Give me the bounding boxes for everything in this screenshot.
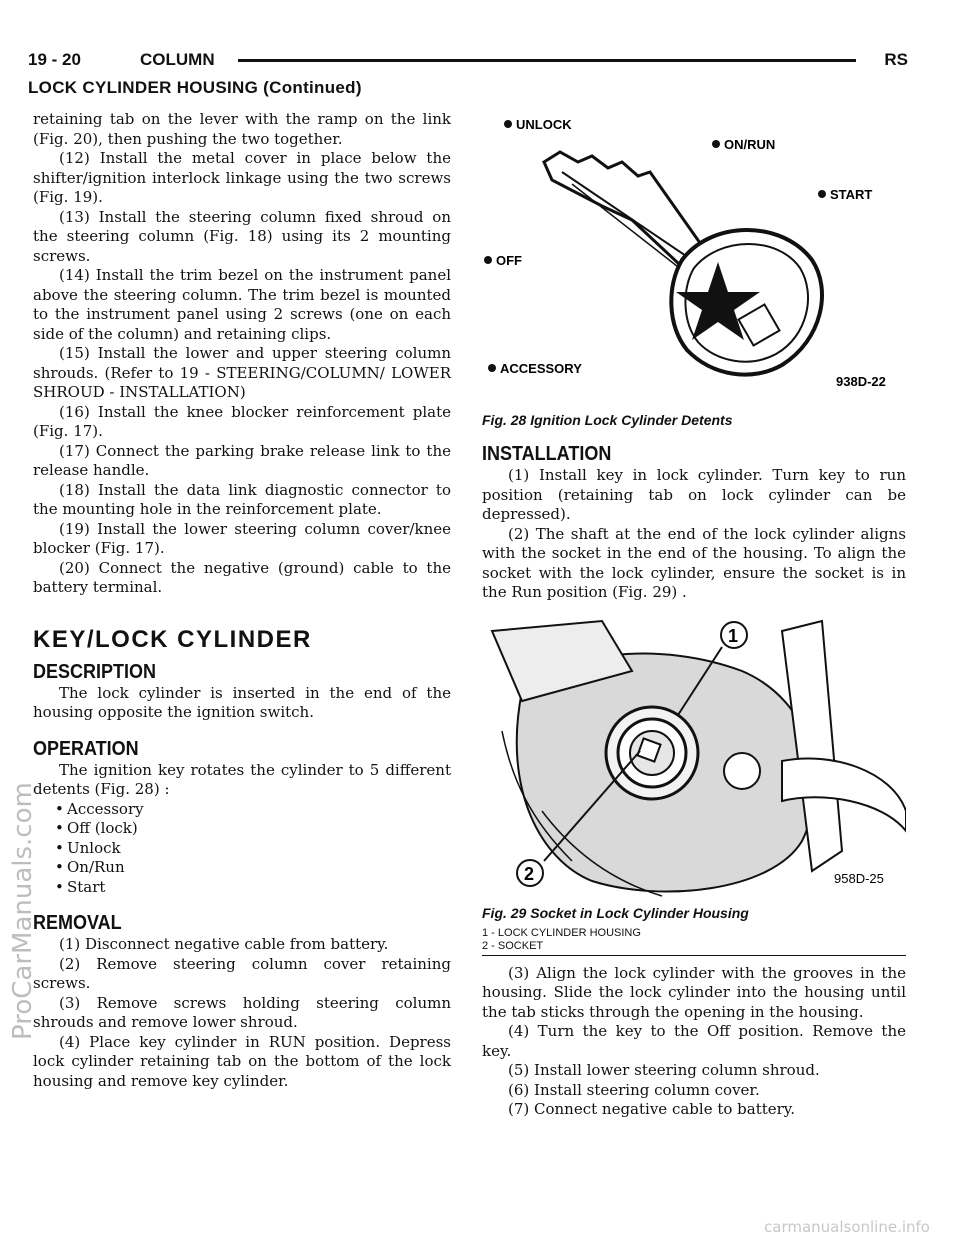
label-off: OFF <box>496 253 522 268</box>
list-item: • Accessory <box>55 799 144 818</box>
legend-rule <box>482 955 906 956</box>
page-header <box>28 50 908 72</box>
paragraph: (4) Turn the key to the Off position. Remove the key. <box>482 1022 906 1060</box>
continued-title: LOCK CYLINDER HOUSING (Continued) <box>28 78 362 97</box>
paragraph: (1) Install key in lock cylinder. Turn key to run position (retaining tab on lock cylinder can be depressed). <box>482 466 906 523</box>
right-column <box>482 110 906 1120</box>
paragraph: (19) Install the lower steering column cover/knee blocker (Fig. 17). <box>33 519 451 557</box>
paragraph: (2) The shaft at the end of the lock cylinder aligns with the socket in the end of the housing. To align the socket with the lock cylinder, ensure the socket is in the Run position (Fig. 29) . <box>482 524 906 601</box>
label-start: START <box>830 187 873 202</box>
list-item: • On/Run <box>55 858 125 876</box>
fig29-illustration <box>482 611 906 903</box>
paragraph: (4) Place key cylinder in RUN position. Depress lock cylinder retaining tab on the bottom of the lock housing and remove key cylinder. <box>33 1032 451 1090</box>
list-item: • Start <box>55 877 106 896</box>
paragraph: (3) Remove screws holding steering column shrouds and remove lower shroud. <box>33 993 451 1031</box>
callout-2: 2 <box>524 863 535 884</box>
list-item: • Off (lock) <box>55 819 138 837</box>
description-heading: DESCRIPTION <box>33 659 157 682</box>
paragraph: (6) Install steering column cover. <box>508 1080 760 1099</box>
paragraph: (3) Align the lock cylinder with the grooves in the housing. Slide the lock cylinder into the housing until the tab sticks through the opening in the housing. <box>482 963 906 1021</box>
paragraph: (16) Install the knee blocker reinforcement plate (Fig. 17). <box>33 402 451 440</box>
ignition-key-drawing <box>482 110 906 410</box>
model-code: RS <box>884 50 908 69</box>
operation-heading: OPERATION <box>33 736 139 759</box>
header-rule <box>238 59 856 62</box>
fig29-legend <box>482 927 906 953</box>
label-unlock: UNLOCK <box>516 117 572 132</box>
paragraph: (17) Connect the parking brake release link to the release handle. <box>33 441 451 479</box>
paragraph: (5) Install lower steering column shroud. <box>508 1061 820 1079</box>
paragraph: (1) Disconnect negative cable from battery. <box>59 935 389 953</box>
detent-list <box>33 800 451 898</box>
side-watermark: ProCarManuals.com <box>8 782 38 1040</box>
label-on-run: ON/RUN <box>724 137 776 152</box>
figure-code: 958D-25 <box>834 870 884 886</box>
paragraph: (15) Install the lower and upper steering column shrouds. (Refer to 19 - STEERING/COLUMN/ LOWER SHROUD - INSTALLATION) <box>33 344 451 401</box>
paragraph: retaining tab on the lever with the ramp on the link (Fig. 20), then pushing the two together. <box>33 110 451 148</box>
paragraph: (13) Install the steering column fixed shroud on the steering column (Fig. 18) using its 2 mounting screws. <box>33 207 451 265</box>
paragraph: (2) Remove steering column cover retaining screws. <box>33 954 451 992</box>
description-text: The lock cylinder is inserted in the end of the housing opposite the ignition switch. <box>33 683 451 721</box>
removal-heading: REMOVAL <box>33 911 122 934</box>
lock-housing-drawing <box>482 611 906 903</box>
list-item: • Unlock <box>55 838 121 857</box>
paragraph: (7) Connect negative cable to battery. <box>508 1100 796 1118</box>
operation-text: The ignition key rotates the cylinder to 5 different detents (Fig. 28) : <box>33 760 451 798</box>
legend-item: 1 - LOCK CYLINDER HOUSING <box>482 926 641 939</box>
footer-watermark: carmanualsonline.info <box>764 1218 930 1236</box>
paragraph: (18) Install the data link diagnostic connector to the mounting hole in the reinforcement plate. <box>33 480 451 518</box>
legend-item: 2 - SOCKET <box>482 939 544 952</box>
paragraph: (12) Install the metal cover in place below the shifter/ignition interlock linkage using the two screws (Fig. 19). <box>33 149 451 206</box>
callout-1: 1 <box>728 625 739 646</box>
section-name: COLUMN <box>140 50 215 69</box>
section-title: KEY/LOCK CYLINDER <box>33 625 312 653</box>
installation-heading: INSTALLATION <box>482 442 612 465</box>
paragraph: (20) Connect the negative (ground) cable to the battery terminal. <box>33 558 451 596</box>
left-column <box>33 110 451 1091</box>
page-number: 19 - 20 <box>28 50 81 69</box>
fig28-illustration <box>482 110 906 410</box>
fig29-caption: Fig. 29 Socket in Lock Cylinder Housing <box>482 904 749 921</box>
fig28-caption: Fig. 28 Ignition Lock Cylinder Detents <box>482 412 733 428</box>
label-accessory: ACCESSORY <box>500 361 582 376</box>
paragraph: (14) Install the trim bezel on the instrument panel above the steering column. The trim bezel is mounted to the instrument panel using 2 screws (one on each side of the column) and retaining clips. <box>33 266 451 343</box>
figure-code: 938D-22 <box>836 374 886 389</box>
